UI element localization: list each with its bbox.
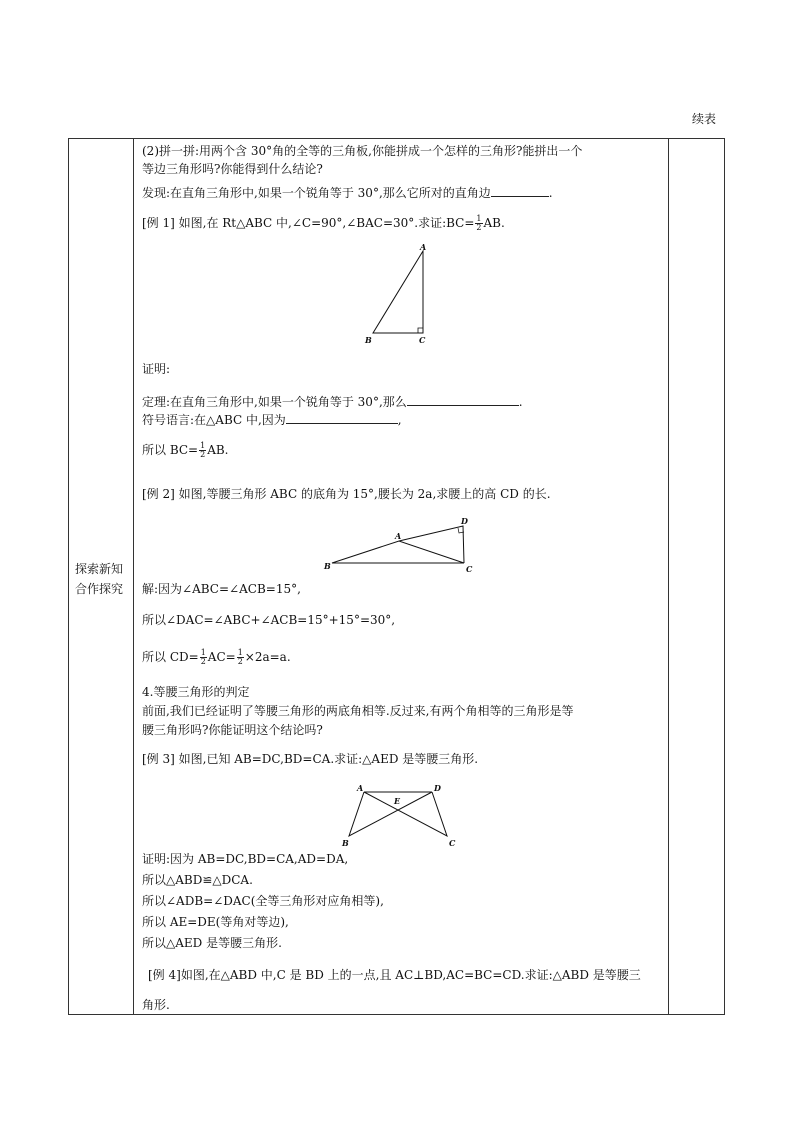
triangle-abd — [349, 792, 432, 836]
fig2-label-a: A — [395, 531, 402, 541]
solution-line3-mid: AC= — [207, 650, 236, 664]
example3-proof-line1: 证明:因为 AB=DC,BD=CA,AD=DA, — [142, 852, 349, 866]
symbolic-text: 符号语言:在△ABC 中,因为 — [142, 413, 286, 427]
figure-isosceles-triangle — [324, 515, 484, 575]
fraction-denominator: 2 — [200, 450, 206, 459]
side-label-line1: 探索新知 — [75, 561, 124, 576]
section4-line2: 腰三角形吗?你能证明这个结论吗? — [142, 723, 323, 737]
example4-line2: 角形. — [142, 998, 170, 1012]
fig3-label-a: A — [357, 783, 364, 793]
example3-proof-line3: 所以∠ADB=∠DAC(全等三角形对应角相等), — [142, 894, 384, 908]
example4-line1: [例 4]如图,在△ABD 中,C 是 BD 上的一点,且 AC⊥BD,AC=BC=CD.求证:△ABD 是等腰三 — [148, 968, 641, 982]
triangle-abc-2 — [332, 541, 464, 563]
fraction-numerator: 1 — [200, 441, 206, 450]
solution-line2: 所以∠DAC=∠ABC+∠ACB=15°+15°=30°, — [142, 613, 396, 627]
fig3-label-d: D — [434, 783, 441, 793]
example3-statement: [例 3] 如图,已知 AB=DC,BD=CA.求证:△AED 是等腰三角形. — [142, 752, 479, 766]
section4-heading: 4.等腰三角形的判定 — [142, 685, 250, 699]
section2-intro-line1: (2)拼一拼:用两个含 30°角的全等的三角板,你能拼成一个怎样的三角形?能拼出一个 — [142, 144, 583, 158]
fig3-label-b: B — [342, 838, 349, 848]
fig1-label-b: B — [365, 335, 372, 345]
side-label-cell — [69, 139, 134, 1015]
fig2-label-b: B — [324, 561, 331, 571]
lesson-table — [68, 138, 725, 1015]
discovery-text: 发现:在直角三角形中,如果一个锐角等于 30°,那么它所对的直角边 — [142, 186, 491, 200]
content-body — [134, 139, 668, 1014]
section4-line1: 前面,我们已经证明了等腰三角形的两底角相等.反过来,有两个角相等的三角形是等 — [142, 704, 574, 718]
section2-discovery: 发现:在直角三角形中,如果一个锐角等于 30°,那么它所对的直角边 . — [142, 186, 553, 200]
proof-conclusion — [142, 442, 229, 459]
fraction-half — [475, 215, 482, 232]
fraction-half — [200, 649, 207, 666]
example3-proof-line5: 所以△AED 是等腰三角形. — [142, 936, 282, 950]
fig3-label-e: E — [394, 796, 401, 806]
example1-statement — [142, 215, 505, 232]
fraction-numerator: 1 — [476, 214, 482, 223]
fig1-label-c: C — [419, 335, 426, 345]
figure-crossed-triangles — [342, 784, 462, 849]
example3-proof-line4: 所以 AE=DE(等角对等边), — [142, 915, 289, 929]
fig2-label-c: C — [466, 564, 473, 574]
proof-so-suffix: AB. — [207, 443, 229, 457]
example2-statement: [例 2] 如图,等腰三角形 ABC 的底角为 15°,腰长为 2a,求腰上的高 CD 的长. — [142, 487, 551, 501]
proof-symbolic: 符号语言:在△ABC 中,因为 , — [142, 413, 402, 427]
solution-line1: 解:因为∠ABC=∠ACB=15°, — [142, 582, 301, 596]
triangle-dca — [364, 792, 447, 836]
fraction-numerator: 1 — [200, 648, 206, 657]
fraction-denominator: 2 — [200, 657, 206, 666]
discovery-blank[interactable] — [491, 185, 549, 197]
continued-label: 续表 — [692, 112, 717, 126]
figure-right-triangle — [364, 242, 434, 345]
fraction-denominator: 2 — [476, 223, 482, 232]
section2-intro-line2: 等边三角形吗?你能得到什么结论? — [142, 162, 323, 176]
proof-so-prefix: 所以 BC= — [142, 443, 199, 457]
example1-suffix: AB. — [483, 216, 505, 230]
solution-line3-suffix: ×2a=a. — [244, 650, 291, 664]
solution-line3-prefix: 所以 CD= — [142, 650, 199, 664]
fig1-label-a: A — [420, 242, 427, 252]
fraction-half — [237, 649, 244, 666]
example1-prefix: [例 1] 如图,在 Rt△ABC 中,∠C=90°,∠BAC=30°.求证:BC= — [142, 216, 475, 230]
proof-label: 证明: — [142, 362, 171, 376]
proof-theorem: 定理:在直角三角形中,如果一个锐角等于 30°,那么 . — [142, 395, 523, 409]
notes-cell — [669, 139, 725, 1015]
side-label-line2: 合作探究 — [75, 581, 124, 596]
theorem-text: 定理:在直角三角形中,如果一个锐角等于 30°,那么 — [142, 395, 407, 409]
right-angle-mark — [418, 328, 423, 333]
fraction-half — [199, 442, 206, 459]
theorem-blank[interactable] — [407, 394, 519, 406]
side-label — [69, 555, 133, 599]
fraction-denominator: 2 — [237, 657, 243, 666]
content-cell — [134, 139, 669, 1015]
solution-line3 — [142, 649, 291, 666]
fraction-numerator: 1 — [237, 648, 243, 657]
fig2-label-d: D — [461, 516, 468, 526]
symbolic-blank[interactable] — [286, 412, 398, 424]
triangle-abc — [373, 251, 423, 333]
example3-proof-line2: 所以△ABD≌△DCA. — [142, 873, 253, 887]
fig3-label-c: C — [449, 838, 456, 848]
